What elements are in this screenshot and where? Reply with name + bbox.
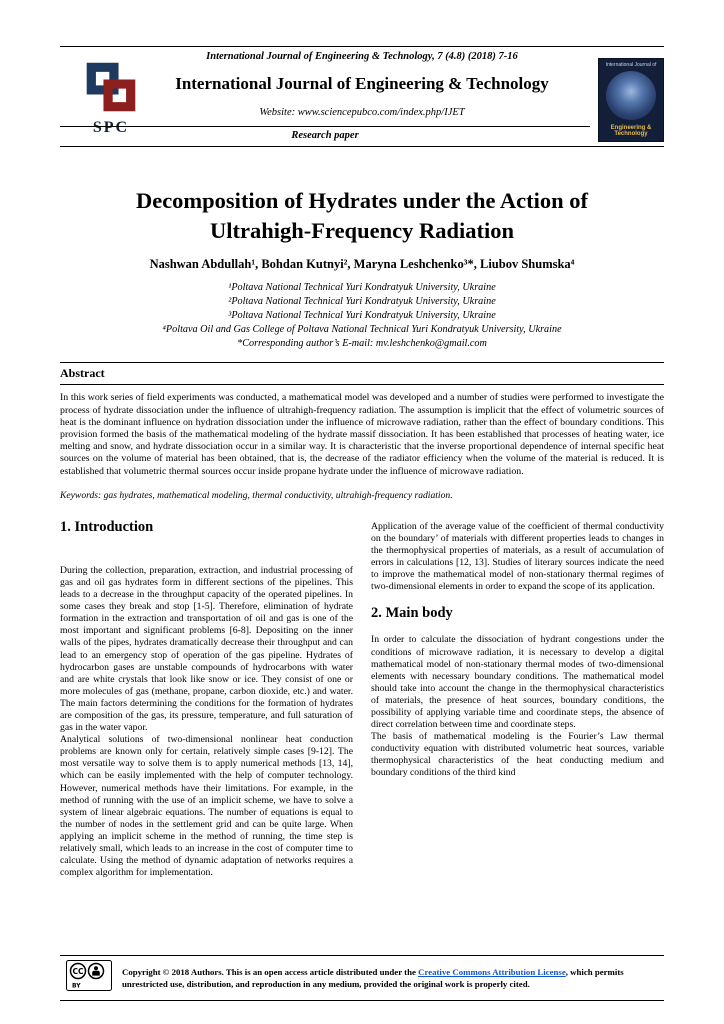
spc-logo-text: SPC [92,119,130,136]
copyright-text-after: , which permits unrestricted use, distribution, and reproduction in any medium, provided the original work is properly cited. [122,966,624,989]
article-authors: Nashwan Abdullah¹, Bohdan Kutnyi², Maryna Leshchenko³*, Liubov Shumska⁴ [149,257,575,272]
keywords-label: Keywords [60,489,99,501]
corresponding-author: *Corresponding author’s E-mail: mv.leshchenko@gmail.com [237,338,487,350]
right-column [371,521,664,880]
right-paragraph-1: Application of the average value of the coefficient of thermal conductivity on the boundary’ of materials with different properties leads to changes in the thermophysical properties of materials, as a result of accumulation of errors in calculations [12, 13]. Studies of literary sources indicate the need to improve the mathematical model of non-stationary thermal regimes of two-dimensional elements in order to expand the scope of its application. [371,520,664,593]
affiliations [60,281,664,351]
left-column [60,518,353,880]
journal-header [0,0,724,150]
main-body-paragraph-1: In order to calculate the dissociation of hydrant congestions under the conditions of microwave radiation, it is necessary to develop a digital mathematical model of non-stationary thermal modes of two-dimensional elements with necessary boundary conditions. The mathematical model should take into account the change in the thermophysical characteristics of materials, the presence of heat sources, boundary conditions, the possibility of applying variable time and coordinate steps, the absence of direct correlation between time and coordinate steps. [371,634,664,731]
journal-citation: International Journal of Engineering & Technology, 7 (4.8) (2018) 7-16 [206,51,518,62]
abstract-section [60,362,664,500]
cover-title-line1: International Journal of [605,62,657,68]
intro-paragraph-2: Analytical solutions of two-dimensional nonlinear heat conduction problems are known only for certain, relatively simple cases [9-12]. The most versatile way to solve them is to apply numerical methods [13, 14], which can be easily implemented with the help of computer technology. However, numerical methods have their limitations. For example, in the method of running with the use of an implicit scheme, we have to solve a system of linear algebraic equations. The number of equations is equal to the number of nodes in the settlement grid and can be quite large. When applying an implicit scheme in the method of running, the time step is relatively small, which leads to an increase in the cost of computer time to calculate. Using the method of dynamic adaptation of networks requires a complex algorithm for implementation. [60,734,353,879]
person-icon [92,971,100,976]
abstract-text: In this work series of field experiments was conducted, a mathematical model was developed and a number of studies were performed to investigate the process of hydrate dissociation under the influence of ultrahigh-frequency radiation. The assumption is implicit that the effect of volumetric sources of heat is the dominant influence on hydration dissociation under the influence of microwave radiation, rather than the effect of boundary conditions. This provision formed the basis of the mathematical modeling of the hydrate massif dissociation. It has been established that processes of heating water, ice melting and snow, and hydrate dissociation occur in a similar way. It is characteristic that the inverse proportional dependence of internal specific heat sources on the volume of material has been obtained, that is, the decrease of the radiator efficiency when the volume of the material is reduced. It is established that volumetric thermal sources occur inside propane hydrate under the influence of microwave radiation. [60,392,664,477]
journal-title: International Journal of Engineering & Technology [175,74,549,93]
cc-license-link[interactable]: Creative Commons Attribution License [418,966,566,977]
affiliation-2: ²Poltava National Technical Yuri Kondratyuk University, Ukraine [228,296,496,308]
research-paper-rule [60,126,590,127]
main-body-paragraph-2: The basis of mathematical modeling is the Fourier’s Law thermal conductivity equation with distributed volumetric heat sources, variable thermophysical characteristics of the heat conducting medium and boundary conditions of the third kind [371,731,664,779]
copyright-text [122,966,656,991]
copyright-text-before: Copyright © 2018 Authors. This is an open access article distributed under the [122,966,419,977]
journal-website: Website: www.sciencepubco.com/index.php/IJET [259,107,465,118]
affiliation-3: ³Poltava National Technical Yuri Kondratyuk University, Ukraine [228,310,496,322]
cc-by-label: BY [72,982,81,990]
cc-circle-label: CC [72,966,84,976]
section-heading-introduction: 1. Introduction [60,518,154,535]
article-title: Decomposition of Hydrates under the Action of Ultrahigh-Frequency Radiation [135,188,589,243]
cover-artwork [606,71,656,120]
keywords-line [60,490,664,501]
header-bottom-rule [60,146,664,147]
body-columns [60,518,664,880]
affiliation-1: ¹Poltava National Technical Yuri Kondratyuk University, Ukraine [228,282,496,294]
cover-title-line2: Engineering & Technology [610,125,652,137]
paper-type-label: Research paper [291,130,359,141]
abstract-heading: Abstract [60,362,664,385]
header-top-rule [60,46,664,47]
intro-paragraph-1: During the collection, preparation, extraction, and industrial processing of gas and oil gas hydrates form in different sections of the pipelines. This leads to a decrease in the throughput capacity of the operated pipelines. In some cases they break and stop [1-5]. Therefore, elimination of hydrate formation in the extraction and transportation of oil and gas is one of the most important and significant problems [6-8]. Depositing on the inner walls of the pipes, hydrates dramatically decrease their throughput and can lead to an emergency stop of operation of the gas pipeline. Hydrates of hydrocarbon gases are unstable compounds of hydrocarbons with water and are white crystals that look like snow or ice. They consist of one or more molecules of gas (methane, propane, carbon dioxide, etc.) and water. The main factors determining the conditions for the formation of hydrates are composition of the gas, its pressure, temperature, and full saturation of gas in the water vapor. [60,564,353,734]
cc-by-icon [66,960,112,996]
spc-logo-icon [80,61,142,113]
license-footer [60,955,664,1001]
keywords-text: : gas hydrates, mathematical modeling, thermal conductivity, ultrahigh-frequency radiation. [98,489,453,501]
journal-cover-thumbnail [598,58,664,142]
section-heading-main-body: 2. Main body [371,605,453,622]
journal-masthead [150,74,574,118]
affiliation-4: ⁴Poltava Oil and Gas College of Poltava National Technical Yuri Kondratyuk University, Ukraine [162,324,562,336]
article-content [0,186,724,879]
